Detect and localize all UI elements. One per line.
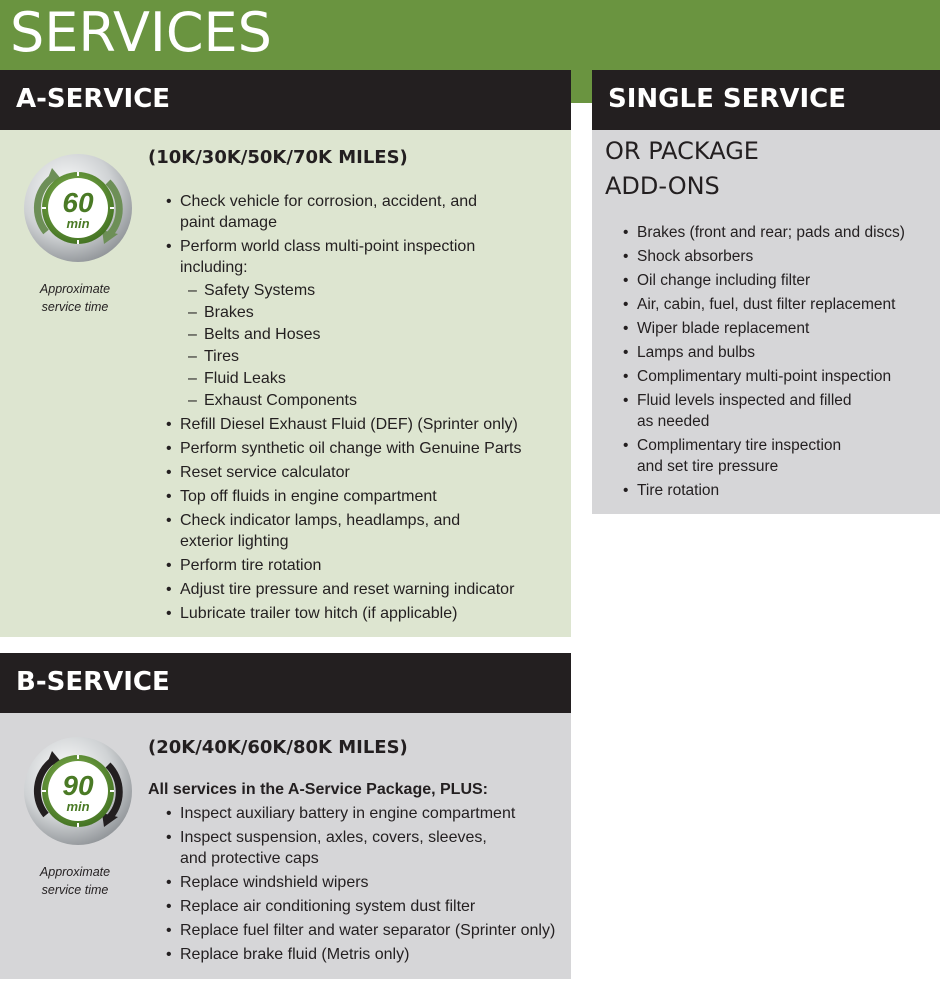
sublist-item: – Exhaust Components xyxy=(180,390,566,411)
timer-caption xyxy=(20,280,130,316)
sublist-item: – Belts and Hoses xyxy=(180,324,566,345)
sublist-item: – Fluid Leaks xyxy=(180,368,566,389)
list-item: • Top off fluids in engine compartment xyxy=(166,486,566,507)
list-item: • Air, cabin, fuel, dust filter replacement xyxy=(623,294,938,315)
header-divider-strip xyxy=(571,70,592,103)
caption-line: Approximate xyxy=(39,865,111,879)
list-item: • Perform tire rotation xyxy=(166,555,566,576)
list-item: • Perform world class multi-point inspection including: – Safety Systems – Brakes – Belts and Hoses – Tires – Fluid Leaks – Exhaust Components xyxy=(166,236,566,411)
list-item: • Inspect auxiliary battery in engine compartment xyxy=(166,803,571,824)
b-service-lead: All services in the A-Service Package, PLUS: xyxy=(148,781,489,798)
add-ons-heading xyxy=(605,134,759,204)
list-item: • Lamps and bulbs xyxy=(623,342,938,363)
timer-unit: min xyxy=(66,799,90,814)
b-service-title: B-SERVICE xyxy=(16,667,170,697)
b-service-panel xyxy=(0,713,571,979)
timer-value: 60 xyxy=(62,187,94,218)
timer-value: 90 xyxy=(62,770,94,801)
a-service-title: A-SERVICE xyxy=(16,84,171,114)
list-item: • Lubricate trailer tow hitch (if applicable) xyxy=(166,603,566,624)
list-item: • Refill Diesel Exhaust Fluid (DEF) (Sprinter only) xyxy=(166,414,566,435)
list-item: • Fluid levels inspected and filled as needed xyxy=(623,390,938,432)
sublist-item: – Brakes xyxy=(180,302,566,323)
stopwatch-icon xyxy=(22,152,134,264)
single-service-panel xyxy=(592,130,940,514)
caption-line: Approximate xyxy=(39,282,111,296)
list-item: • Complimentary multi-point inspection xyxy=(623,366,938,387)
list-item: • Shock absorbers xyxy=(623,246,938,267)
single-service-title: SINGLE SERVICE xyxy=(608,84,847,114)
list-item: • Inspect suspension, axles, covers, sleeves, and protective caps xyxy=(166,827,571,869)
list-item: • Replace fuel filter and water separator (Sprinter only) xyxy=(166,920,571,941)
single-service-header xyxy=(592,70,940,130)
page-title: SERVICES xyxy=(10,1,272,64)
timer-caption xyxy=(20,863,130,899)
list-item: • Replace air conditioning system dust filter xyxy=(166,896,571,917)
list-item: • Perform synthetic oil change with Genuine Parts xyxy=(166,438,566,459)
a-service-list xyxy=(166,191,566,627)
list-item: • Replace brake fluid (Metris only) xyxy=(166,944,571,965)
inspection-sublist xyxy=(180,280,566,411)
add-ons-heading-line: ADD-ONS xyxy=(605,172,720,200)
list-item: • Wiper blade replacement xyxy=(623,318,938,339)
list-item: • Adjust tire pressure and reset warning indicator xyxy=(166,579,566,600)
b-service-header xyxy=(0,653,571,713)
a-service-header xyxy=(0,70,571,130)
list-item: • Complimentary tire inspection and set tire pressure xyxy=(623,435,938,477)
list-item: • Reset service calculator xyxy=(166,462,566,483)
sublist-item: – Safety Systems xyxy=(180,280,566,301)
add-ons-list xyxy=(623,222,938,504)
list-item: • Check indicator lamps, headlamps, and exterior lighting xyxy=(166,510,566,552)
timer-unit: min xyxy=(66,216,90,231)
list-item: • Replace windshield wipers xyxy=(166,872,571,893)
stopwatch-icon xyxy=(22,735,134,847)
add-ons-heading-line: OR PACKAGE xyxy=(605,137,759,165)
list-item: • Oil change including filter xyxy=(623,270,938,291)
list-item: • Check vehicle for corrosion, accident, and paint damage xyxy=(166,191,566,233)
list-item: • Tire rotation xyxy=(623,480,938,501)
caption-line: service time xyxy=(41,883,109,897)
list-item: • Brakes (front and rear; pads and discs) xyxy=(623,222,938,243)
a-service-mileage: (10K/30K/50K/70K MILES) xyxy=(148,147,408,168)
b-service-mileage: (20K/40K/60K/80K MILES) xyxy=(148,737,408,758)
caption-line: service time xyxy=(41,300,109,314)
sublist-item: – Tires xyxy=(180,346,566,367)
a-service-panel xyxy=(0,130,571,637)
b-service-list xyxy=(166,803,571,968)
